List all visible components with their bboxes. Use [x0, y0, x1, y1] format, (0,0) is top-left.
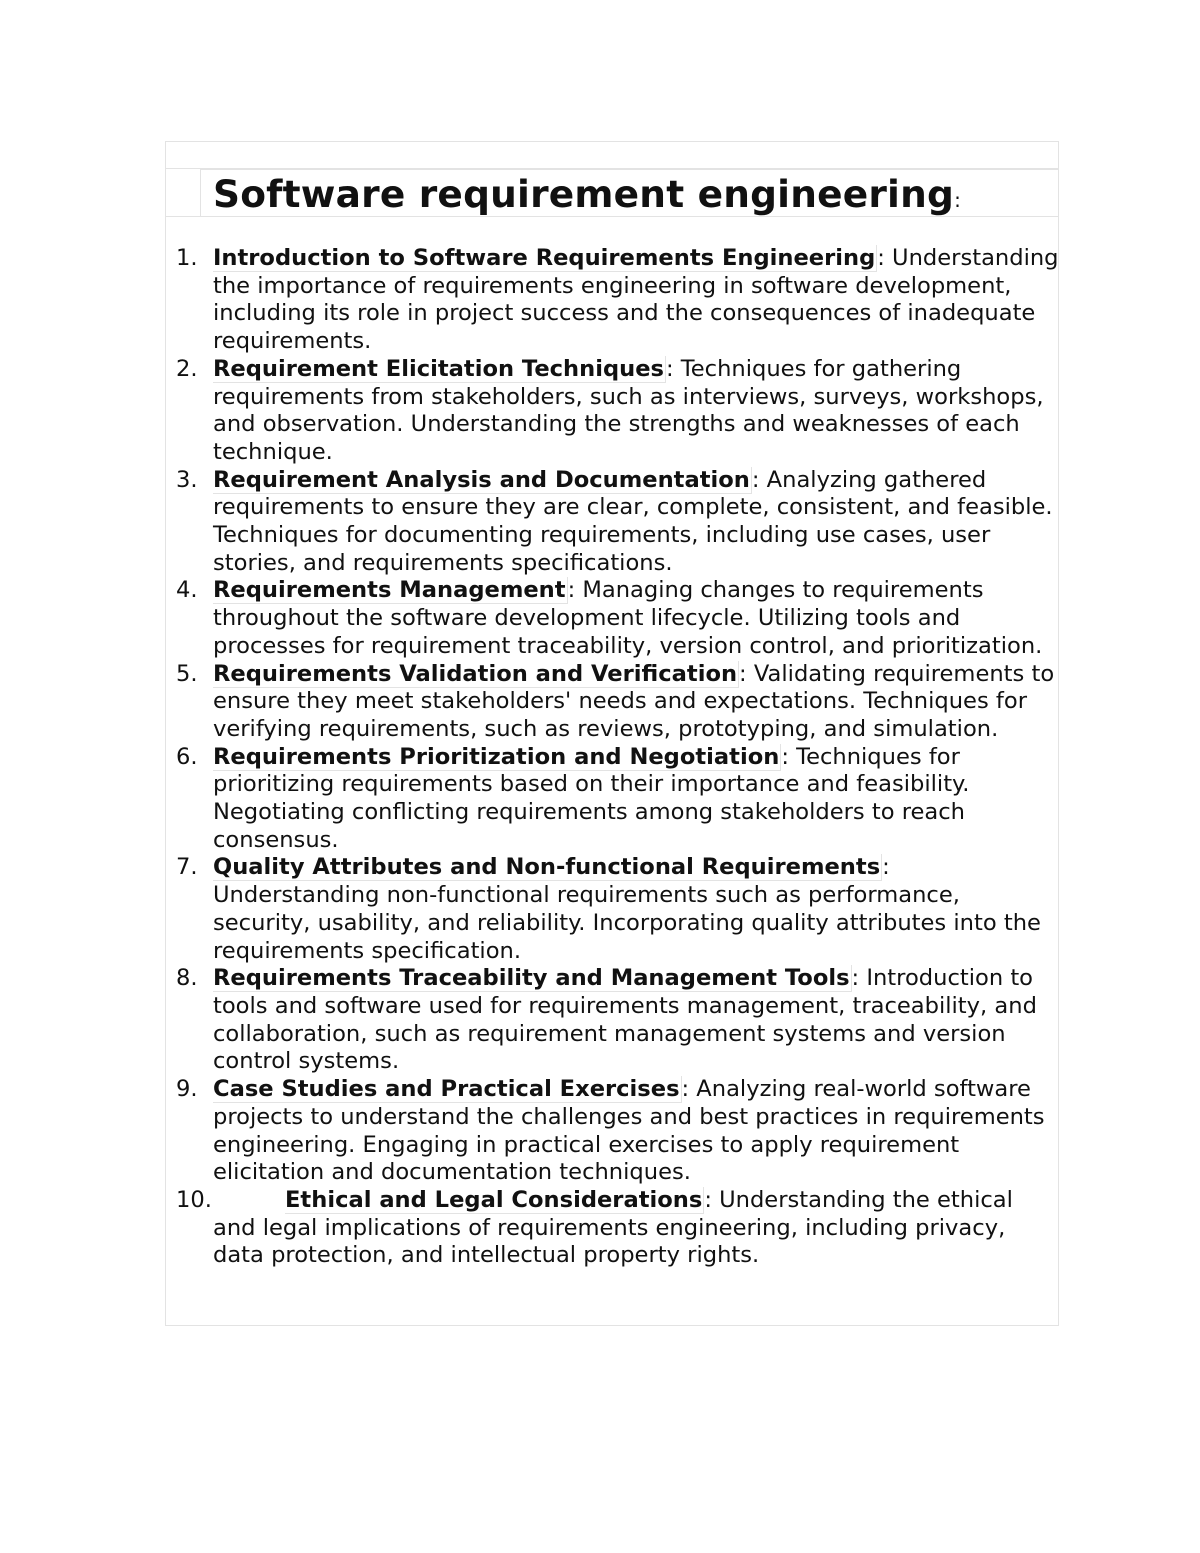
page-title: Software requirement engineering — [213, 172, 955, 216]
list-item-description: : Techniques for gathering requirements from stakeholders, such as interviews, surveys, workshops, and observation. Understanding the strengths and weaknesses of each technique. — [213, 355, 1044, 465]
list-item-number: 2. — [176, 355, 198, 382]
list-item-description: : Managing changes to requirements throughout the software development lifecycle. Utilizing tools and processes for requirement traceability, version control, and prioritization. — [213, 577, 1043, 659]
list-item-title: Ethical and Legal Considerations — [285, 1186, 703, 1213]
list-item-number: 3. — [176, 466, 198, 493]
list-item-number: 7. — [176, 854, 198, 881]
title-box — [200, 169, 1059, 217]
list-item-description: : Analyzing gathered requirements to ensure they are clear, complete, consistent, and feasible. Techniques for documenting requirements, including use cases, user stories, and requirements specifications. — [213, 466, 1053, 576]
list-item-title: Requirements Management — [213, 577, 566, 604]
list-item — [176, 356, 1061, 467]
list-item-number: 6. — [176, 743, 198, 770]
list-item-number: 4. — [176, 577, 198, 604]
list-item-number: 8. — [176, 965, 198, 992]
list-item-number: 10. — [176, 1186, 212, 1213]
list-item — [176, 854, 1061, 965]
list-item — [176, 1187, 1061, 1270]
list-item-title: Requirements Validation and Verification — [213, 660, 738, 687]
list-item-description: : Understanding the importance of requirements engineering in software development, including its role in project success and the consequences of inadequate requirements. — [213, 245, 1059, 355]
list-item — [176, 577, 1061, 660]
list-item-description: : Analyzing real-world software projects to understand the challenges and best practices in requirements engineering. Engaging in practical exercises to apply requirement elicitation and documentation techniques. — [213, 1076, 1045, 1186]
list-item-title: Requirements Prioritization and Negotiation — [213, 743, 780, 770]
list-item-title: Requirements Traceability and Management Tools — [213, 965, 850, 992]
page-title-colon: : — [954, 188, 961, 212]
list-item-title: Requirement Analysis and Documentation — [213, 466, 750, 493]
list-item-title: Case Studies and Practical Exercises — [213, 1076, 680, 1103]
list-item-number: 1. — [176, 245, 198, 271]
list-item — [176, 1076, 1061, 1187]
list-item — [176, 965, 1061, 1076]
list-item-description: : Techniques for prioritizing requirements based on their importance and feasibility. Negotiating conflicting requirements among stakeholders to reach consensus. — [213, 743, 970, 853]
list-item-description: : Introduction to tools and software used for requirements management, traceability, and collaboration, such as requirement management systems and version control systems. — [213, 965, 1037, 1075]
list-item-title: Quality Attributes and Non-functional Requirements — [213, 854, 881, 881]
list-item-title: Introduction to Software Requirements Engineering — [213, 245, 876, 271]
list-item-title: Requirement Elicitation Techniques — [213, 355, 665, 382]
list-item — [176, 744, 1061, 855]
list-item — [176, 661, 1061, 744]
list-item-description: : Understanding the ethical and legal implications of requirements engineering, including privacy, data protection, and intellectual property rights. — [213, 1186, 1013, 1269]
list-item — [176, 245, 1061, 356]
list-item-description: : Understanding non-functional requirements such as performance, security, usability, and reliability. Incorporating quality attributes into the requirements specification. — [213, 854, 1041, 964]
list-item — [176, 467, 1061, 578]
list-item-description: : Validating requirements to ensure they meet stakeholders' needs and expectations. Techniques for verifying requirements, such as reviews, prototyping, and simulation. — [213, 660, 1055, 742]
topic-list — [176, 245, 1061, 1270]
list-item-number: 5. — [176, 660, 198, 687]
header-strip — [165, 141, 1059, 169]
list-item-number: 9. — [176, 1076, 198, 1103]
